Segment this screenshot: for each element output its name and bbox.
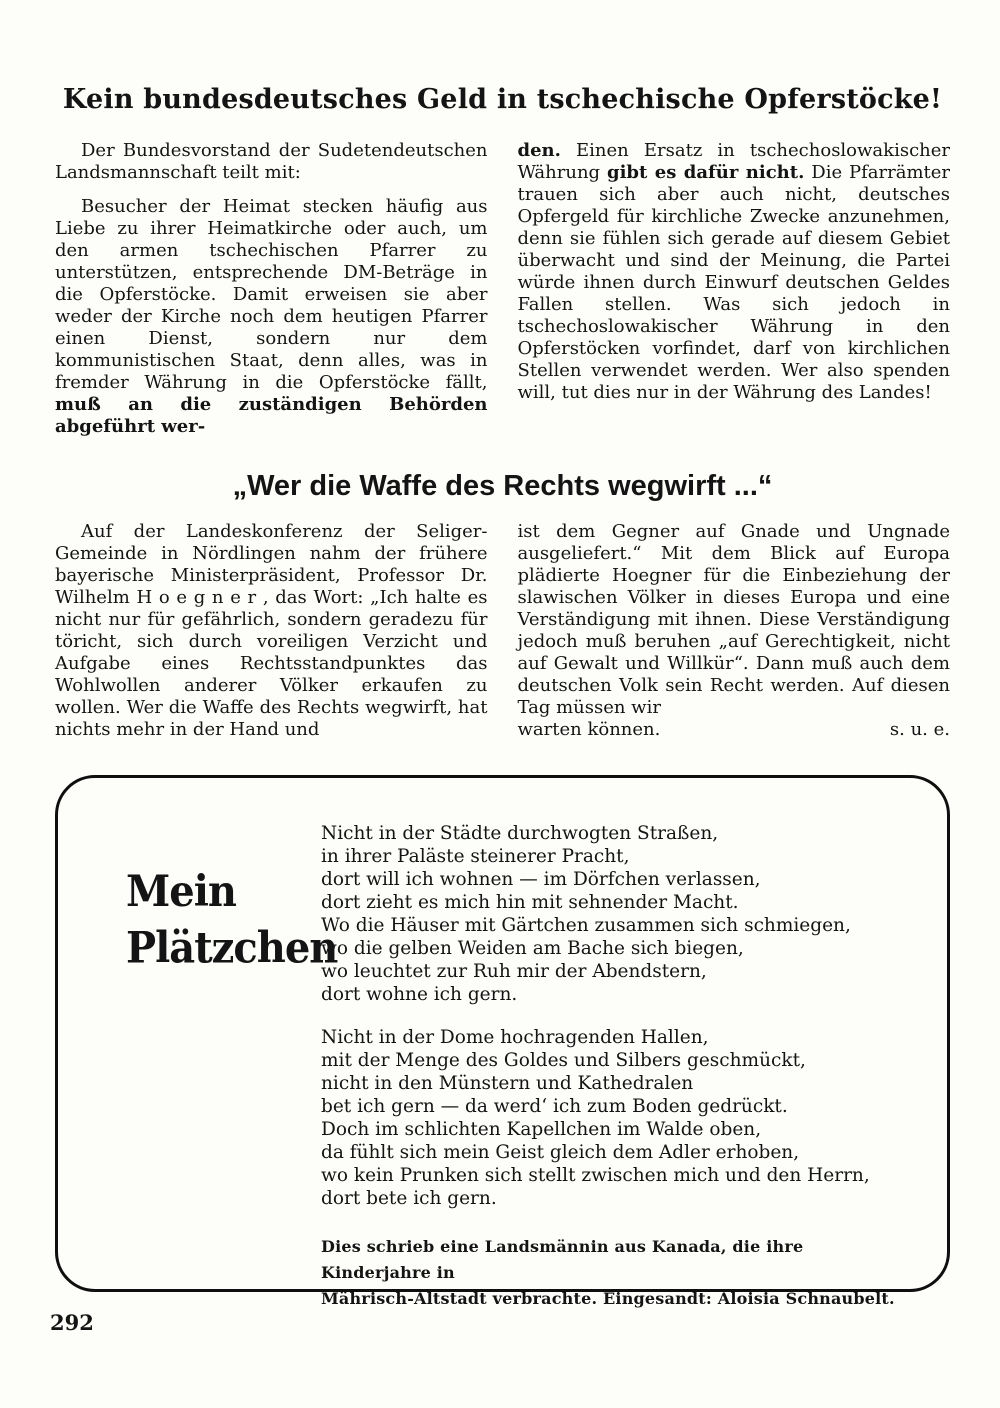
author-initials: s. u. e. bbox=[889, 718, 950, 740]
text-segment: Der Bundesvorstand der Sudetendeutschen Landsmannschaft teilt mit: bbox=[55, 140, 488, 184]
poem-attribution: Dies schrieb eine Landsmännin aus Kanada, die ihre Kinderjahre in Mährisch-Altstadt verbrachte. Eingesandt: Aloisia Schnaubelt. bbox=[321, 1236, 895, 1308]
poem-title-line: Mein bbox=[126, 865, 237, 917]
article1-body bbox=[55, 140, 950, 438]
bold-text-segment: gibt es dafür nicht. bbox=[606, 162, 805, 184]
article2-paragraph-continuation bbox=[518, 521, 951, 719]
article1-paragraph-main bbox=[55, 196, 488, 438]
article2-closing-line bbox=[518, 719, 951, 741]
text-segment: Auf der Landeskonferenz der Seliger-Gemeinde in Nördlingen nahm der frühere bayerische Ministerpräsident, Professor Dr. Wilhelm H o e g n e r , das Wort: „Ich halte es nicht nur für gefährlich, sondern geradezu für töricht, sich durch voreiligen Verzicht und Aufgabe eines Rechtsstandpunktes das Wohlwollen anderer Völker erkaufen zu wollen. Wer die Waffe des Rechts wegwirft, hat nichts mehr in der Hand und bbox=[55, 520, 488, 740]
poem-stanza-2: Nicht in der Dome hochragenden Hallen, mit der Menge des Goldes und Silbers geschmückt, nicht in den Münstern und Kathedralen bet ich gern — da werd‘ ich zum Boden gedrückt. Doch im schlichten Kapellchen im Walde oben, da fühlt sich mein Geist gleich dem Adler erhoben, wo kein Prunken sich stellt zwischen mich und den Herrn, dort bete ich gern. bbox=[321, 1026, 870, 1209]
bold-text-segment: muß an die zuständigen Behörden abgeführt wer- bbox=[55, 394, 488, 438]
text-segment: Einen Ersatz in tschechoslowakischer Währung bbox=[517, 140, 950, 184]
article2-paragraph bbox=[55, 521, 488, 741]
text-segment: ist dem Gegner auf Gnade und Ungnade ausgeliefert.“ Mit dem Blick auf Europa plädierte Hoegner für die Einbeziehung der slawischen Völker in dieses Europa und eine Verständigung mit ihnen. Diese Verständigung jedoch muß beruhen „auf Gerechtigkeit, nicht auf Gewalt und Willkür“. Dann muß auch dem deutschen Volk sein Recht werden. Auf diesen Tag müssen wir bbox=[517, 520, 950, 718]
poem-content bbox=[321, 778, 947, 1312]
text-segment: warten können. bbox=[517, 718, 661, 740]
page-number: 292 bbox=[50, 1309, 94, 1335]
poem-box bbox=[55, 775, 950, 1308]
article2-body bbox=[55, 521, 950, 741]
article1-paragraph-continuation bbox=[518, 140, 951, 404]
poem-title bbox=[126, 864, 337, 976]
bold-text-segment: den. bbox=[517, 140, 561, 162]
poem-stanza-1: Nicht in der Städte durchwogten Straßen, in ihrer Paläste steinerer Pracht, dort will ich wohnen — im Dörfchen verlassen, dort zieht es mich hin mit sehnender Macht. Wo die Häuser mit Gärtchen zusammen sich schmiegen, wo die gelben Weiden am Bache sich biegen, wo leuchtet zur Ruh mir der Abendstern, dort wohne ich gern. bbox=[321, 822, 851, 1005]
article2-headline: „Wer die Waffe des Rechts wegwirft ...“ bbox=[232, 470, 773, 503]
article1-column-right bbox=[518, 140, 951, 438]
article1-column-left bbox=[55, 140, 488, 438]
text-segment: Die Pfarrämter trauen sich aber auch nicht, deutsches Opfergeld für kirchliche Zwecke anzunehmen, denn sie fühlen sich gerade auf diesem Gebiet überwacht und sind der Meinung, die Partei würde ihnen durch Einwurf deutschen Geldes Fallen stellen. Was sich jedoch in tschechoslowakischer Währung in den Opferstöcken vorfindet, darf von kirchlichen Stellen verwendet werden. Wer also spenden will, tut dies nur in der Währung des Landes! bbox=[517, 162, 951, 404]
poem-title-line: Plätzchen bbox=[126, 921, 338, 973]
article2-column-right bbox=[518, 521, 951, 741]
text-segment: Besucher der Heimat stecken häufig aus Liebe zu ihrer Heimatkirche oder auch, um den armen tschechischen Pfarrer zu unterstützen, entsprechende DM-Beträge in die Opferstöcke. Damit erweisen sie aber weder der Kirche noch dem heutigen Pfarrer einen Dienst, sondern nur dem kommunistischen Staat, denn alles, was in fremder Währung in die Opferstöcke fällt, bbox=[55, 196, 488, 394]
article1-paragraph-intro bbox=[55, 140, 488, 184]
article2-column-left bbox=[55, 521, 488, 741]
article1-headline: Kein bundesdeutsches Geld in tschechische Opferstöcke! bbox=[62, 84, 943, 115]
